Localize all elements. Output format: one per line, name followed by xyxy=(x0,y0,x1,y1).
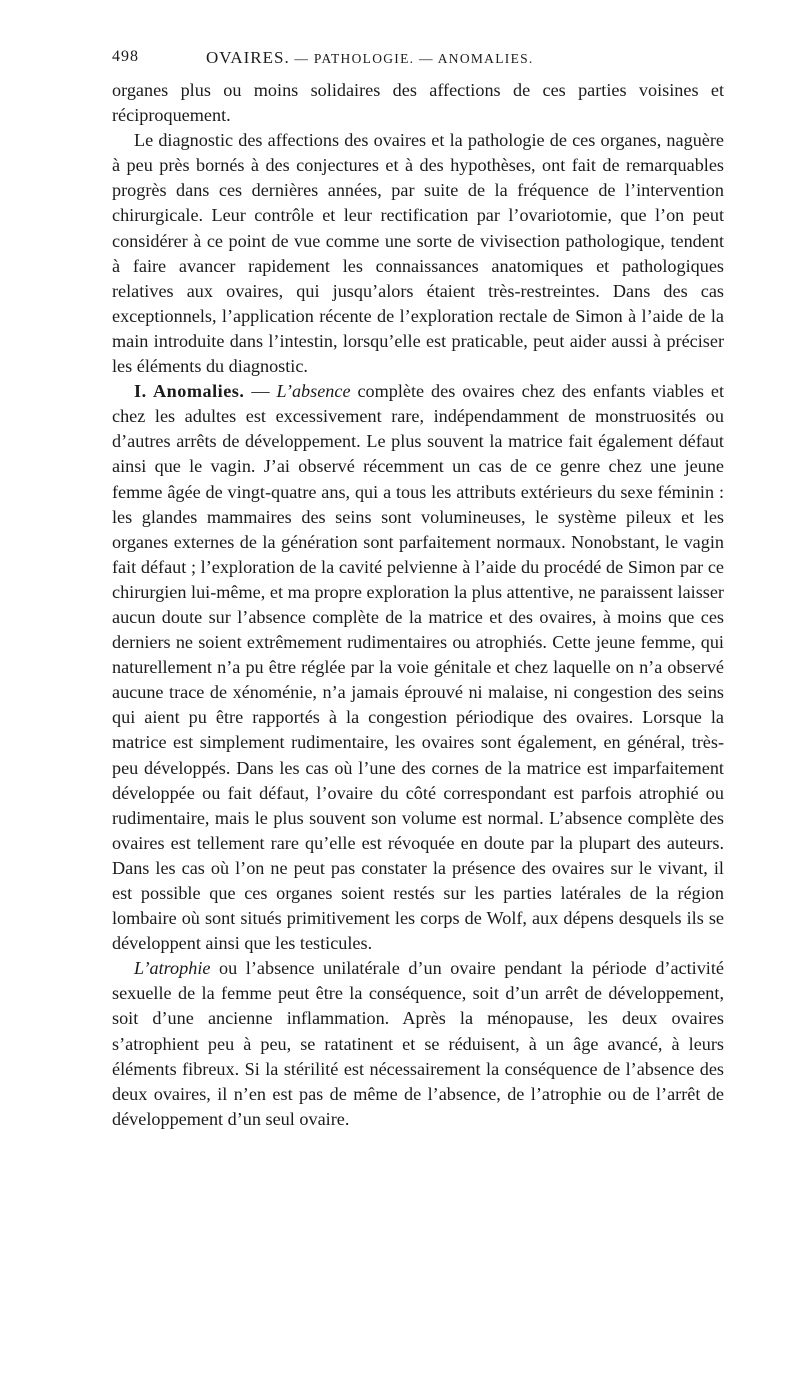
paragraph-atrophie-text: ou l’absence unilatérale d’un ovaire pendant la période d’activité sexuelle de la femme peut être la conséquence, soit d’un arrêt de développement, soit d’une ancienne inflammation. Après la ménopause, les deux ovaires s’atrophient peu à peu, se ratatinent et se réduisent, à un âge avancé, à leurs éléments fibreux. Si la stérilité est nécessairement la conséquence de l’absence des deux ovaires, il n’en est pas de même de l’absence, de l’atrophie ou de l’arrêt de développement d’un seul ovaire. xyxy=(112,958,724,1129)
page-number: 498 xyxy=(112,48,139,65)
section-heading-anomalies: I. Anomalies. xyxy=(134,381,245,402)
body-text xyxy=(112,78,724,1132)
running-title xyxy=(206,48,534,68)
running-title-main: OVAIRES. xyxy=(206,48,290,67)
running-title-dash-2: — xyxy=(414,51,438,66)
running-header xyxy=(112,48,724,72)
paragraph-anomalies-text: complète des ovaires chez des enfants viables et chez les adultes est excessivement rare, indépendamment de monstruosités ou d’autres arrêts de développement. Le plus souvent la matrice fait également défaut ainsi que le vagin. J’ai observé récemment un cas de ce genre chez une jeune femme âgée de vingt-quatre ans, qui a tous les attributs extérieurs du sexe féminin : les glandes mammaires des seins sont volumineuses, le système pileux et les organes externes de la génération sont parfaitement normaux. Nonobstant, le vagin fait défaut ; l’exploration de la cavité pelvienne à l’aide du procédé de Simon par ce chirurgien lui-même, et ma propre exploration la plus attentive, ne paraissent laisser aucun doute sur l’absence complète de la matrice et des ovaires, à moins que ces derniers ne soient extrêmement rudimentaires ou atrophiés. Cette jeune femme, qui naturellement n’a pu être réglée par la voie génitale et chez laquelle on n’a observé aucune trace de xénoménie, n’a jamais éprouvé ni malaise, ni congestion des seins qui aient pu être rapportés à la congestion périodique des ovaires. Lorsque la matrice est simplement rudimentaire, les ovaires sont également, en général, très-peu développés. Dans les cas où l’une des cornes de la matrice est imparfaitement développée ou fait défaut, l’ovaire du côté correspondant est parfois atrophié ou rudimentaire, mais le plus souvent son volume est normal. L’absence complète des ovaires est tellement rare qu’elle est révoquée en doute par la plupart des auteurs. Dans les cas où l’on ne peut pas constater la présence des ovaires sur le vivant, il est possible que ces organes soient restés sur les parties latérales de la région lombaire où sont situés primitivement les corps de Wolf, aux dépens desquels ils se développent ainsi que les testicules. xyxy=(112,381,725,954)
running-title-pathologie: PATHOLOGIE. xyxy=(313,51,415,66)
paragraph-diagnostic: Le diagnostic des affections des ovaires et la pathologie de ces organes, naguère à peu près bornés à des conjectures et à des hypothèses, ont fait de remarquables progrès dans ces dernières années, par suite de la fréquence de l’intervention chirurgicale. Leur contrôle et leur rectification par l’ovariotomie, que l’on peut considérer à ce point de vue comme une sorte de vivisection pathologique, tendent à faire avancer rapidement les connaissances anatomiques et pathologiques relatives aux ovaires, qui jusqu’alors étaient très-restreintes. Dans des cas exceptionnels, l’application récente de l’exploration rectale de Simon à l’aide de la main introduite dans l’intestin, lorsqu’elle est praticable, peut aider aussi à préciser les éléments du diagnostic. xyxy=(112,130,724,377)
running-title-dash-1: — xyxy=(289,51,314,66)
term-atrophie: L’atrophie xyxy=(134,958,211,979)
paragraph-continuation: organes plus ou moins solidaires des affections de ces parties voisines et réciproquement. xyxy=(112,80,724,126)
running-title-anomalies: ANOMALIES. xyxy=(437,51,534,66)
paragraph-atrophie xyxy=(112,956,724,1132)
document-page xyxy=(112,48,724,1132)
paragraph-anomalies xyxy=(112,379,724,956)
section-dash: — xyxy=(244,381,277,402)
term-absence: L’absence xyxy=(276,381,351,402)
